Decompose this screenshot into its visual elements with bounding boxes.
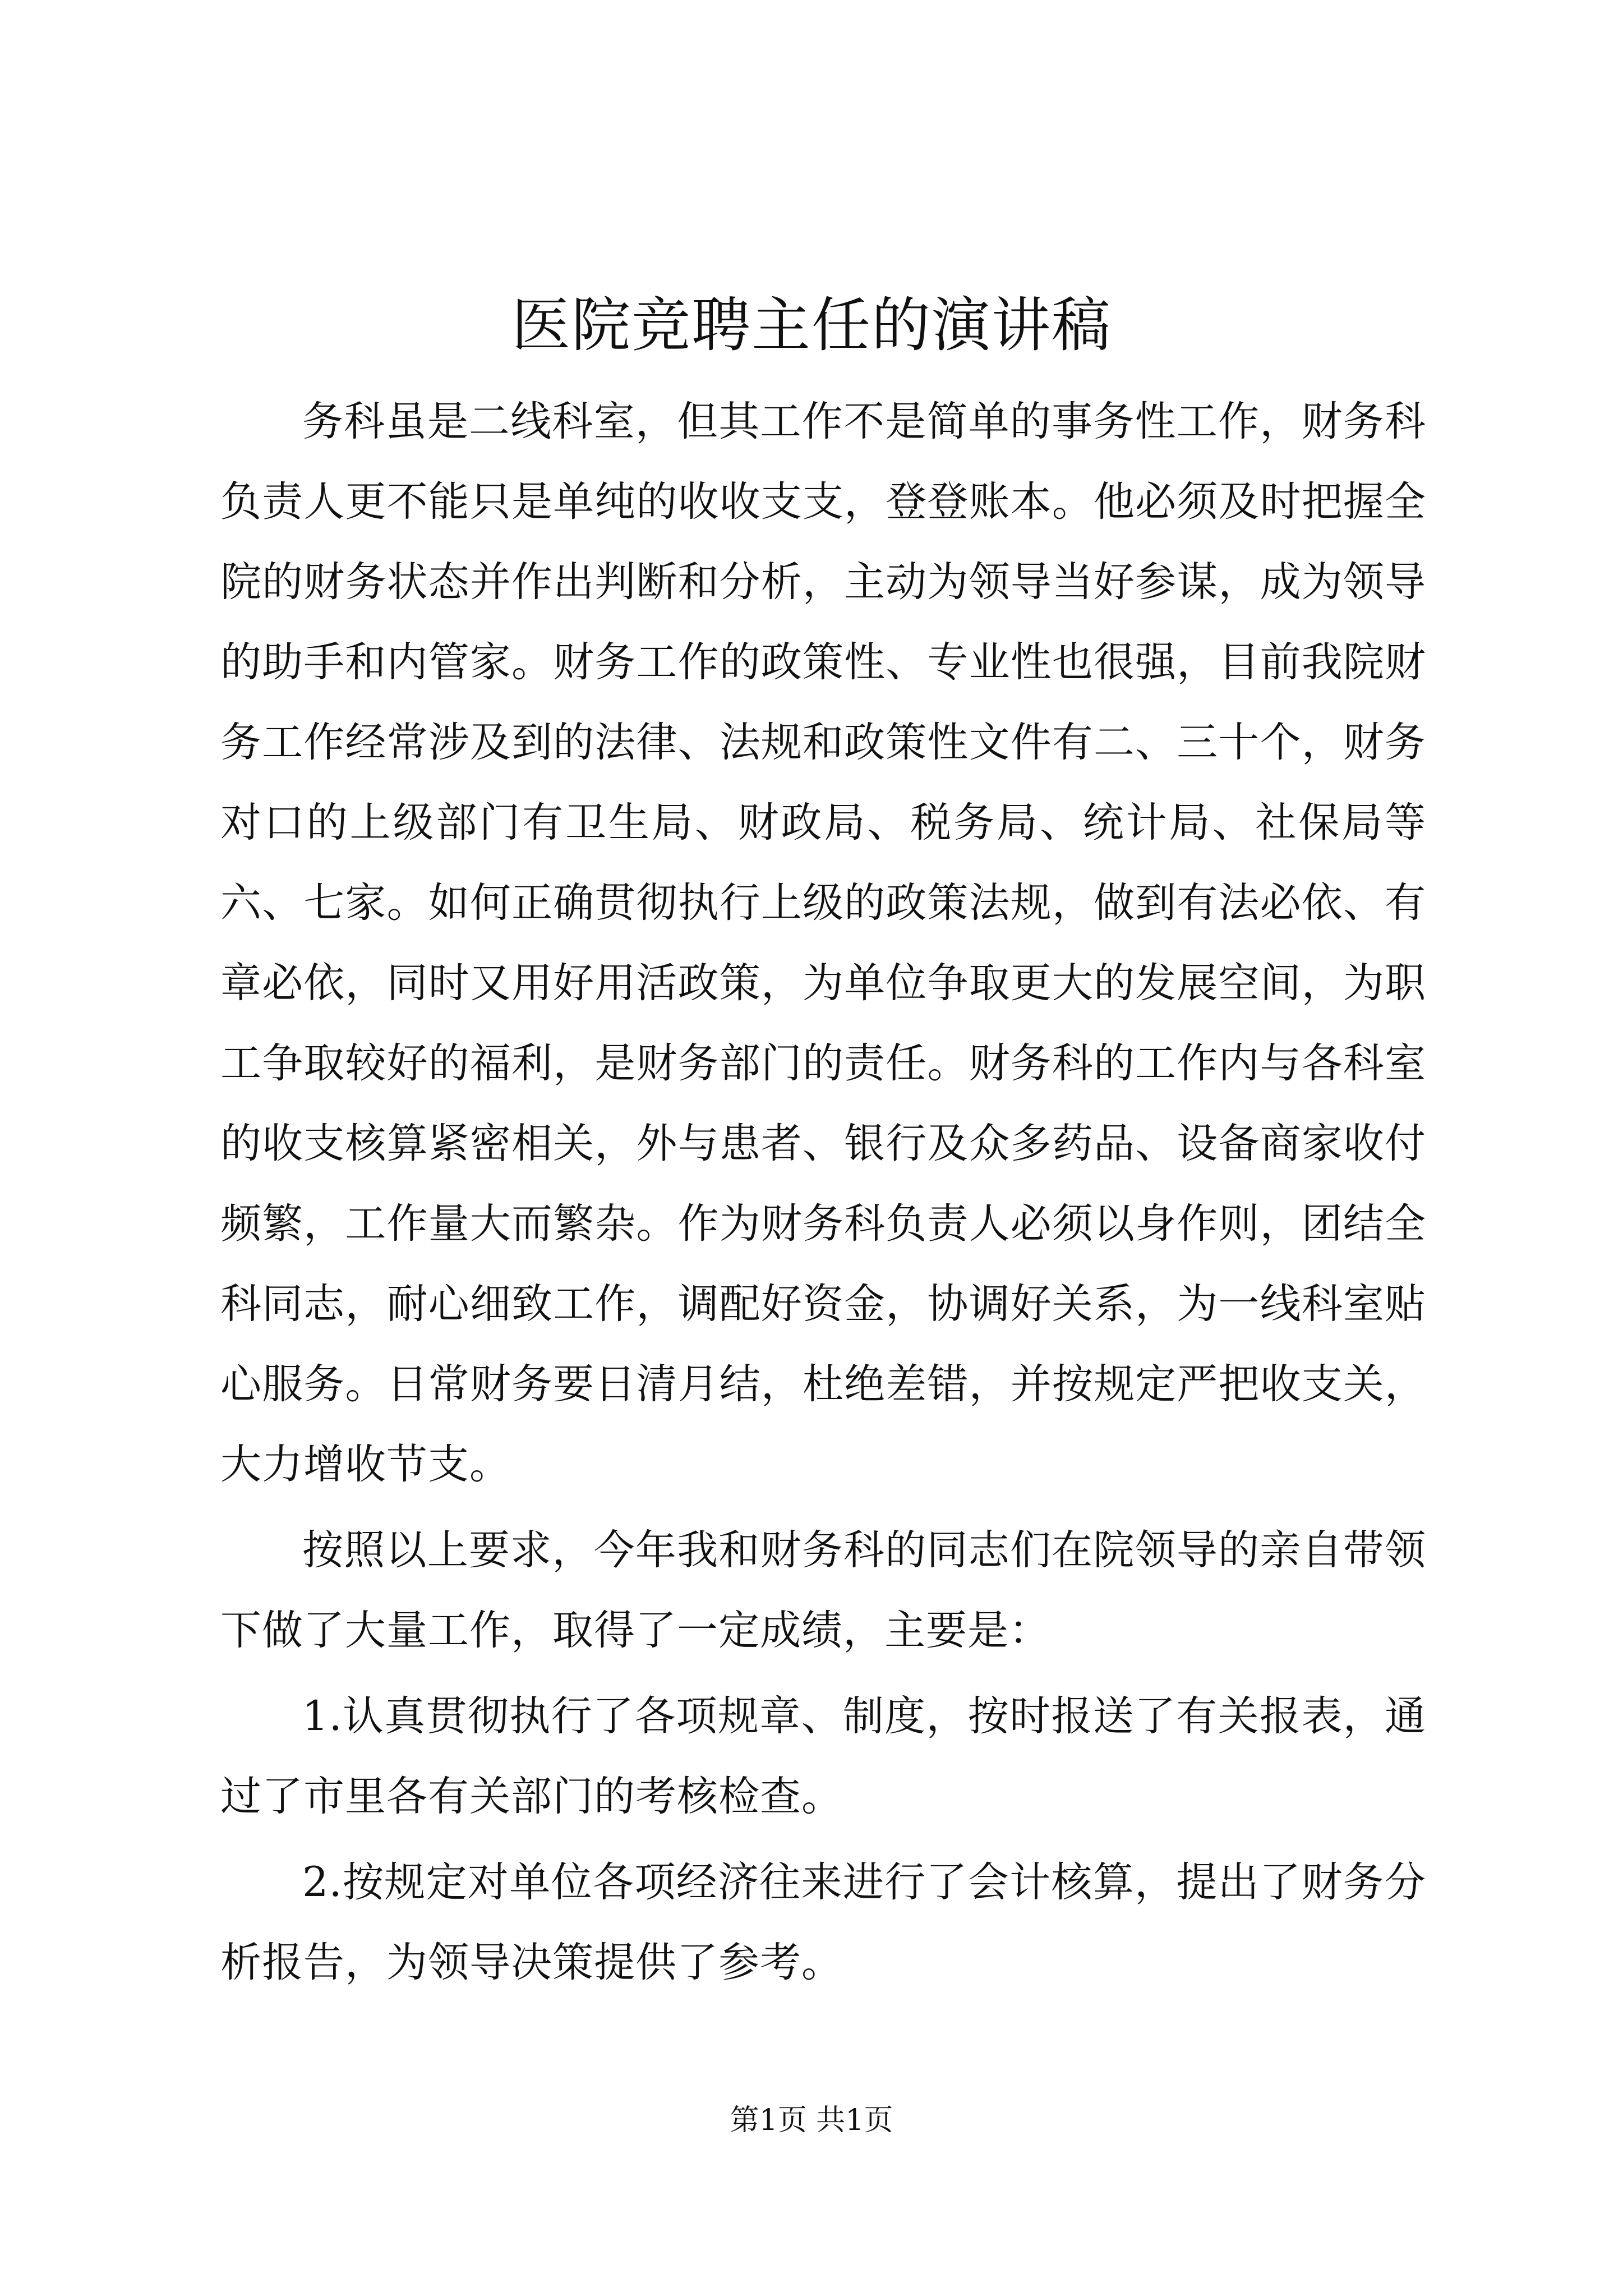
list-item: 2.按规定对单位各项经济往来进行了会计核算，提出了财务分析报告，为领导决策提供了参考。 [220, 1858, 1426, 1986]
body-paragraph: 按照以上要求，今年我和财务科的同志们在院领导的亲自带领下做了大量工作，取得了一定成绩，主要是： [220, 1526, 1426, 1654]
document-title: 医院竞聘主任的演讲稿 [511, 291, 1112, 360]
list-item: 1.认真贯彻执行了各项规章、制度，按时报送了有关报表，通过了市里各有关部门的考核检查。 [220, 1692, 1426, 1820]
document-body [220, 381, 1426, 2008]
page-footer: 第1页 共1页 [730, 2104, 893, 2137]
body-paragraph: 务科虽是二线科室，但其工作不是简单的事务性工作，财务科负责人更不能只是单纯的收收支支，登登账本。他必须及时把握全院的财务状态并作出判断和分析，主动为领导当好参谋，成为领导的助手和内管家。财务工作的政策性、专业性也很强，目前我院财务工作经常涉及到的法律、法规和政策性文件有二、三十个，财务对口的上级部门有卫生局、财政局、税务局、统计局、社保局等六、七家。如何正确贯彻执行上级的政策法规，做到有法必依、有章必依，同时又用好用活政策，为单位争取更大的发展空间，为职工争取较好的福利，是财务部门的责任。财务科的工作内与各科室的收支核算紧密相关，外与患者、银行及众多药品、设备商家收付频繁，工作量大而繁杂。作为财务科负责人必须以身作则，团结全科同志，耐心细致工作，调配好资金，协调好关系，为一线科室贴心服务。日常财务要日清月结，杜绝差错，并按规定严把收支关，大力增收节支。 [220, 398, 1426, 1488]
